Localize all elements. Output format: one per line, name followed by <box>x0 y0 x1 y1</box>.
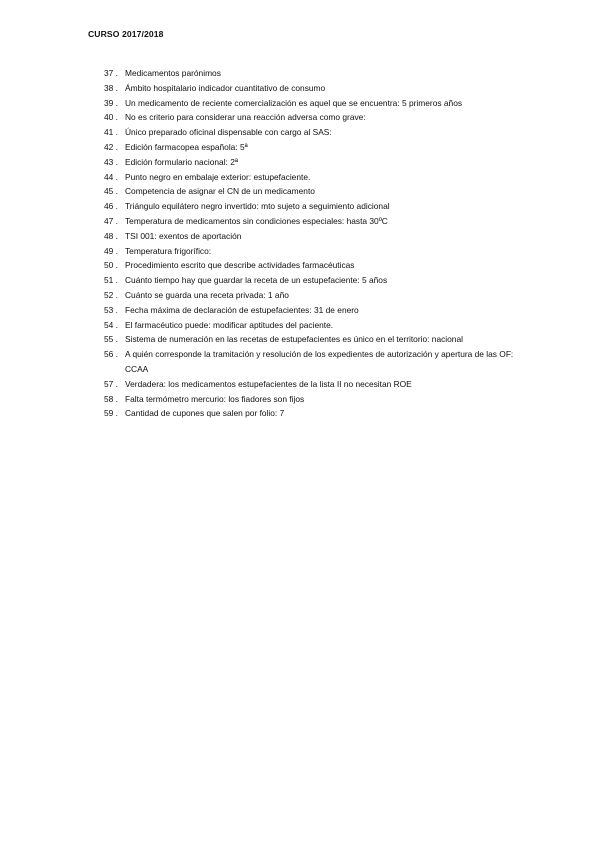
item-text: Cuánto se guarda una receta privada: 1 año <box>125 289 289 300</box>
list-item <box>0 66 603 81</box>
item-text: Ámbito hospitalario indicador cuantitativo de consumo <box>125 82 326 93</box>
item-number: 40 . <box>104 112 118 123</box>
list-item <box>0 229 603 244</box>
item-text: Medicamentos parónimos <box>125 68 221 78</box>
item-number: 49 . <box>104 245 118 256</box>
item-number: 37 . <box>104 68 118 78</box>
item-text: TSI 001: exentos de aportación <box>125 230 242 241</box>
course-header: CURSO 2017/2018 <box>88 29 164 39</box>
item-text: Competencia de asignar el CN de un medicamento <box>125 186 315 197</box>
item-text: Edición farmacopea española: 5ª <box>125 141 248 152</box>
list-item <box>0 81 603 96</box>
item-text: El farmacéutico puede: modificar aptitudes del paciente. <box>125 319 334 330</box>
item-text: A quién corresponde la tramitación y resolución de los expedientes de autorización y apertura de las OF: CCAA <box>125 349 514 374</box>
list-item <box>0 273 603 288</box>
item-number: 51 . <box>104 275 118 286</box>
list-item <box>0 347 603 377</box>
item-number: 48 . <box>104 230 118 241</box>
item-number: 57 . <box>104 378 118 389</box>
list-item <box>0 96 603 111</box>
item-text: Temperatura de medicamentos sin condiciones especiales: hasta 30ºC <box>125 215 388 226</box>
item-number: 43 . <box>104 156 118 167</box>
list-item <box>0 288 603 303</box>
item-text: Fecha máxima de declaración de estupefacientes: 31 de enero <box>125 304 359 315</box>
list-item <box>0 199 603 214</box>
list-item <box>0 392 603 407</box>
list-item <box>0 110 603 125</box>
item-text: Temperatura frigorífico: <box>125 245 212 256</box>
item-text: Un medicamento de reciente comercialización es aquel que se encuentra: 5 primeros años <box>125 97 463 108</box>
item-number: 55 . <box>104 334 118 345</box>
list-item <box>0 140 603 155</box>
list-item <box>0 377 603 392</box>
item-text: Punto negro en embalaje exterior: estupefaciente. <box>125 171 311 182</box>
item-number: 58 . <box>104 393 118 404</box>
list-item <box>0 155 603 170</box>
item-text: Cantidad de cupones que salen por folio: 7 <box>125 408 285 419</box>
item-text: Sistema de numeración en las recetas de estupefacientes es único en el territorio: nacional <box>125 334 463 345</box>
item-text: Verdadera: los medicamentos estupefacientes de la lista II no necesitan ROE <box>125 378 412 389</box>
list-item <box>0 258 603 273</box>
item-number: 45 . <box>104 186 118 197</box>
item-number: 54 . <box>104 319 118 330</box>
item-number: 47 . <box>104 215 118 226</box>
item-number: 46 . <box>104 201 118 212</box>
item-number: 53 . <box>104 304 118 315</box>
item-text: Edición formulario nacional: 2ª <box>125 156 238 167</box>
list-item <box>0 125 603 140</box>
item-number: 38 . <box>104 82 118 93</box>
item-number: 42 . <box>104 141 118 152</box>
item-text: Cuánto tiempo hay que guardar la receta de un estupefaciente: 5 años <box>125 275 388 286</box>
item-number: 41 . <box>104 127 118 138</box>
item-number: 52 . <box>104 289 118 300</box>
item-text: Único preparado oficinal dispensable con cargo al SAS: <box>125 127 332 138</box>
list-item <box>0 184 603 199</box>
item-text: Procedimiento escrito que describe actividades farmacéuticas <box>125 260 355 271</box>
question-list <box>0 66 603 421</box>
item-number: 50 . <box>104 260 118 271</box>
item-text: Triángulo equilátero negro invertido: mto sujeto a seguimiento adicional <box>125 201 390 212</box>
list-item <box>0 303 603 318</box>
list-item <box>0 332 603 347</box>
list-item <box>0 406 603 421</box>
item-number: 59 . <box>104 408 118 419</box>
item-number: 39 . <box>104 97 118 108</box>
list-item <box>0 214 603 229</box>
list-item <box>0 170 603 185</box>
item-text: No es criterio para considerar una reacción adversa como grave: <box>125 112 366 123</box>
item-number: 44 . <box>104 171 118 182</box>
list-item <box>0 244 603 259</box>
list-item <box>0 318 603 333</box>
item-text: Falta termómetro mercurio: los fiadores son fijos <box>125 393 305 404</box>
item-number: 56 . <box>104 349 118 360</box>
